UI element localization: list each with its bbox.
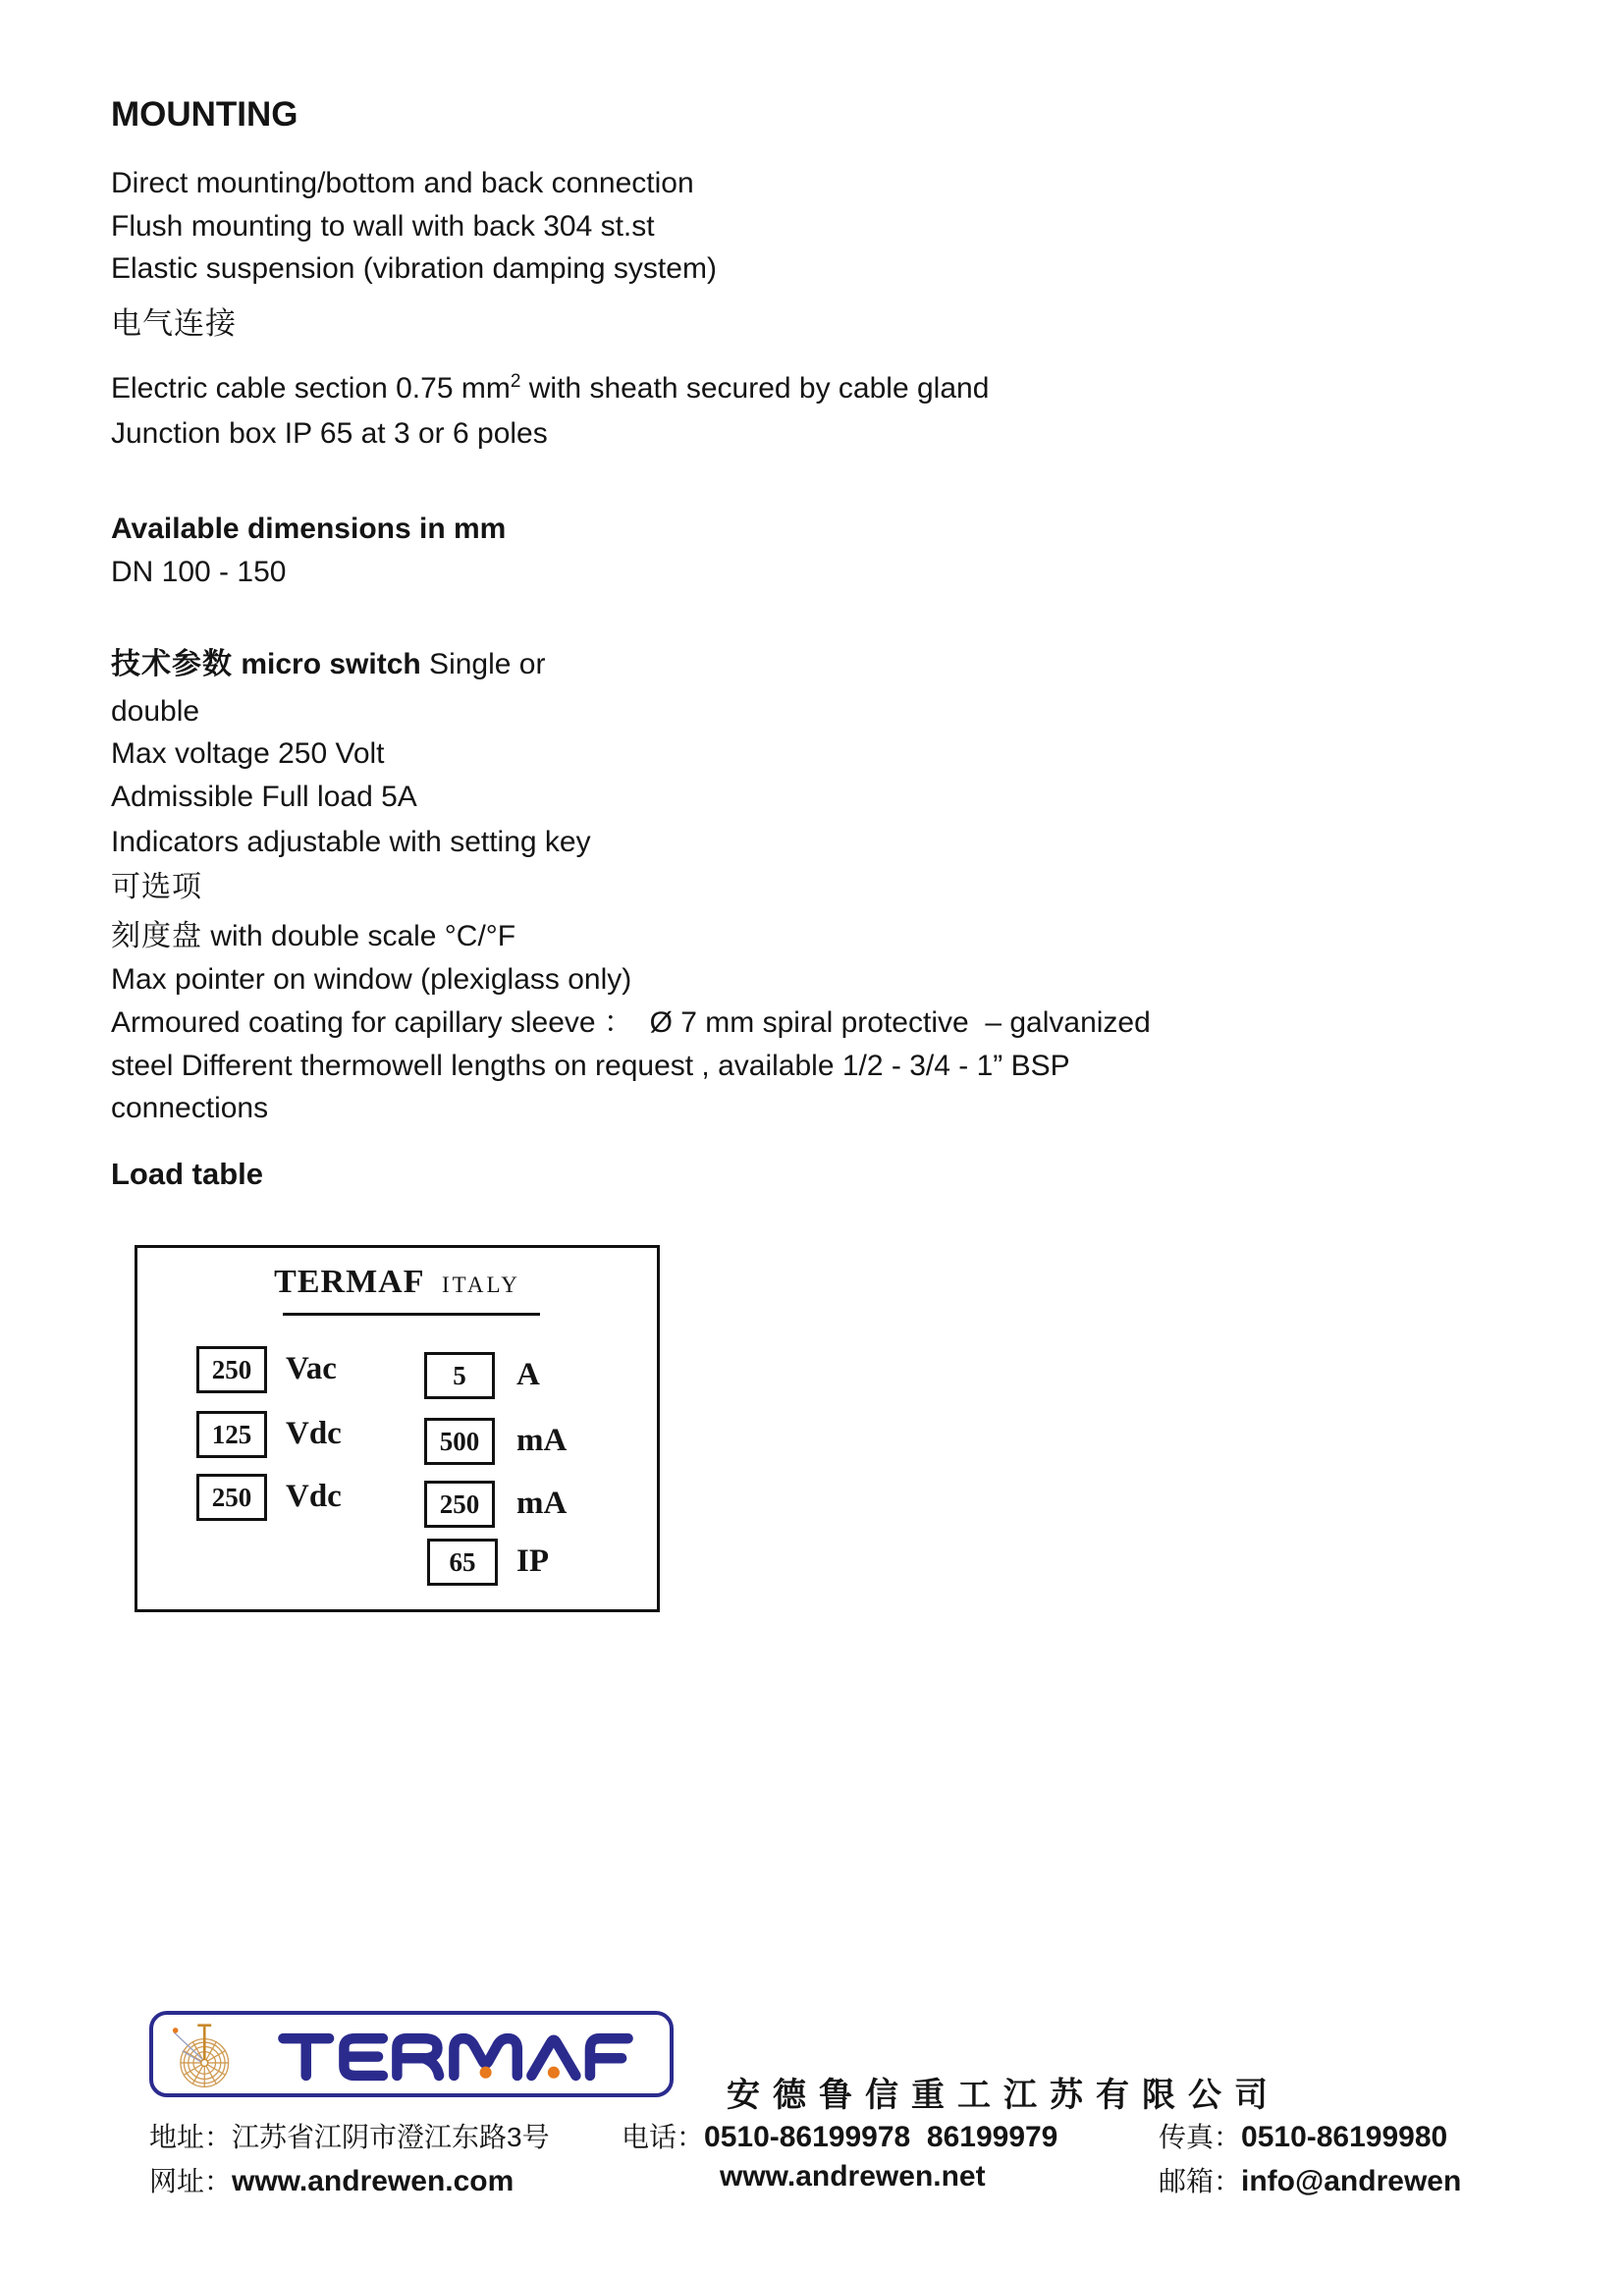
email-value: info@andrewen [1241, 2165, 1462, 2197]
cable-spec-text: Electric cable section 0.75 mm [111, 372, 511, 405]
load-table-brand: TERMAF [274, 1264, 425, 1300]
junction-box-line: Junction box IP 65 at 3 or 6 poles [111, 417, 548, 450]
dial-label-en: with double scale °C/°F [202, 920, 516, 952]
options-heading-zh: 可选项 [111, 871, 202, 903]
load-table-origin [424, 1272, 442, 1297]
phone-row [622, 2116, 1057, 2155]
tech-line: Admissible Full load 5A [111, 781, 417, 813]
dial-option-line [111, 919, 515, 954]
value-box-ip: 65 [427, 1539, 498, 1586]
unit-label-ma1: mA [516, 1423, 568, 1458]
email-row [1159, 2160, 1461, 2199]
tech-line: double [111, 695, 200, 728]
micro-switch-label: micro switch [233, 648, 421, 680]
load-table-origin-text: ITALY [441, 1272, 520, 1297]
cable-spec-tail: with sheath secured by cable gland [520, 372, 990, 405]
mounting-line: Flush mounting to wall with back 304 st.st [111, 210, 655, 243]
thermowell-option-line: steel Different thermowell lengths on request , available 1/2 - 3/4 - 1” BSP [111, 1050, 1070, 1082]
website-secondary: www.andrewen.net [720, 2160, 986, 2193]
dimensions-value: DN 100 - 150 [111, 556, 287, 588]
gauge-fan-icon [161, 2017, 251, 2100]
tech-line: Indicators adjustable with setting key [111, 826, 591, 858]
fax-label: 传真： [1159, 2122, 1242, 2152]
website-label: 网址： [149, 2166, 233, 2196]
unit-label-amp: A [516, 1357, 540, 1392]
value-box-vac: 250 [196, 1346, 267, 1393]
value-box-vdc1: 125 [196, 1411, 267, 1458]
email-label: 邮箱： [1159, 2166, 1242, 2196]
address-label: 地址： [149, 2122, 233, 2152]
tech-params-heading-zh: 技术参数 [111, 648, 233, 680]
fax-number: 0510-86199980 [1241, 2121, 1448, 2153]
unit-label-ma2: mA [516, 1486, 568, 1521]
electrical-connection-heading-zh: 电气连接 [111, 306, 237, 341]
value-box-ma2: 250 [424, 1481, 495, 1528]
tech-params-tail: Single or [420, 648, 546, 680]
unit-label-vac: Vac [286, 1351, 337, 1386]
value-box-ma1: 500 [424, 1418, 495, 1465]
unit-label-vdc2: Vdc [286, 1479, 342, 1514]
unit-label-ip: IP [516, 1543, 549, 1579]
mounting-line: Direct mounting/bottom and back connection [111, 167, 694, 199]
load-table-title [137, 1264, 657, 1301]
section-heading-mounting: MOUNTING [111, 95, 298, 134]
tech-line: Max voltage 250 Volt [111, 737, 385, 770]
load-table-heading: Load table [111, 1157, 264, 1191]
brand-wordmark-termaf [249, 2027, 662, 2088]
website-row [149, 2160, 514, 2199]
tech-params-line [111, 647, 545, 682]
company-name-zh: 安德鲁信重工江苏有限公司 [727, 2077, 1280, 2114]
dial-label-zh: 刻度盘 [111, 920, 202, 952]
company-logo [149, 2011, 674, 2097]
address-row [149, 2116, 550, 2155]
connections-line: connections [111, 1092, 269, 1124]
value-box-amp: 5 [424, 1352, 495, 1399]
phone-numbers: 0510-86199978 86199979 [704, 2121, 1058, 2153]
load-table-title-rule [283, 1313, 540, 1316]
cable-spec-line [111, 371, 989, 406]
pointer-option-line: Max pointer on window (plexiglass only) [111, 963, 632, 996]
website-primary: www.andrewen.com [232, 2165, 514, 2197]
armoured-option-line: Armoured coating for capillary sleeve ： Ø 7 mm spiral protective – galvanized [111, 1006, 1151, 1039]
address-value: 江苏省江阴市澄江东路3号 [232, 2122, 550, 2152]
phone-label: 电话： [622, 2122, 705, 2152]
mounting-line: Elastic suspension (vibration damping system) [111, 252, 717, 285]
cable-spec-superscript: 2 [510, 371, 521, 392]
value-box-vdc2: 250 [196, 1474, 267, 1521]
load-table [135, 1245, 660, 1612]
dimensions-heading: Available dimensions in mm [111, 513, 507, 545]
unit-label-vdc1: Vdc [286, 1416, 342, 1451]
fax-row [1159, 2116, 1447, 2155]
